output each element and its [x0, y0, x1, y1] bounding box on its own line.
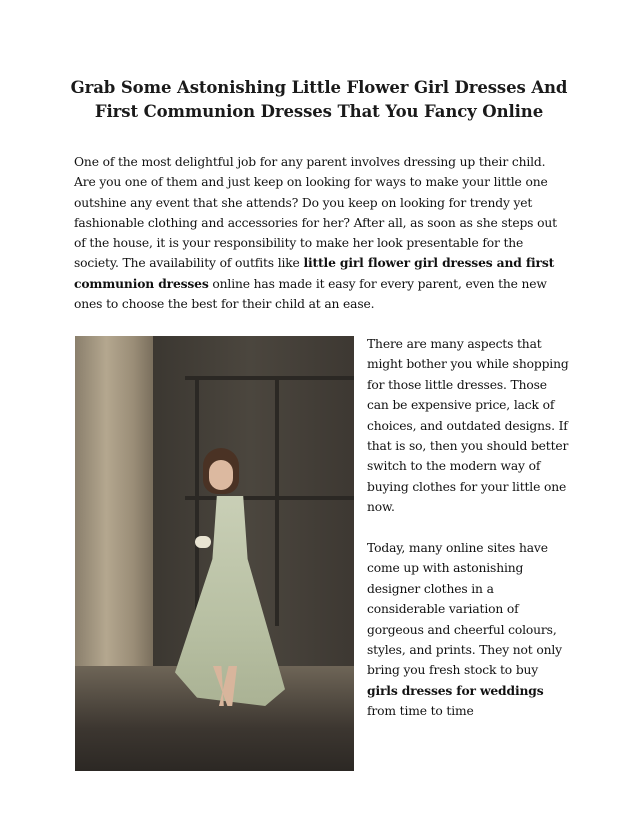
side-text-end: from time to time [367, 704, 474, 719]
side-text-start: Today, many online sites have come up with astonishing designer clothes in a considerable variation of gorgeous and cheerful colours, styles, and prints. They not only bring you fresh stock to buy [367, 541, 562, 678]
side-bold-keywords: girls dresses for weddings [367, 682, 544, 698]
side-paragraph-1: There are many aspects that might bother you while shopping for those little dresses. Those can be expensive price, lack of choices, and outdated designs. If that is so, then you should better switch to the modern way of buying clothes for your little one now. [367, 337, 569, 515]
intro-text-end: online has made it easy for every parent, even the new ones to choose the best for their child at an ease. [74, 276, 547, 312]
photo-door-frame [185, 376, 354, 380]
photo-door-frame [185, 496, 354, 500]
photo-dress-flower [195, 536, 211, 548]
side-paragraph-2 [367, 538, 572, 722]
flower-girl-photo [75, 336, 354, 771]
photo-face [209, 460, 233, 490]
intro-text-start: One of the most delightful job for any parent involves dressing up their child. Are you one of them and just keep on looking for ways to make your little one outshine any event that she attends? Do you keep on looking for trendy yet fashionable clothing and accessories for her? After all, as soon as she steps out of the house, it is your responsibility to make her look presentable for the society. The availability of outfits like [74, 155, 557, 271]
intro-paragraph [74, 152, 568, 314]
side-column [367, 334, 572, 722]
photo-door-frame [275, 376, 279, 626]
photo-door-frame [195, 376, 199, 626]
page-title: Grab Some Astonishing Little Flower Girl Dresses And First Communion Dresses That You Fancy Online [70, 78, 568, 121]
photo-pillar [75, 336, 153, 696]
intro-bold-keywords: little girl flower girl dresses and first communion dresses [74, 255, 555, 291]
